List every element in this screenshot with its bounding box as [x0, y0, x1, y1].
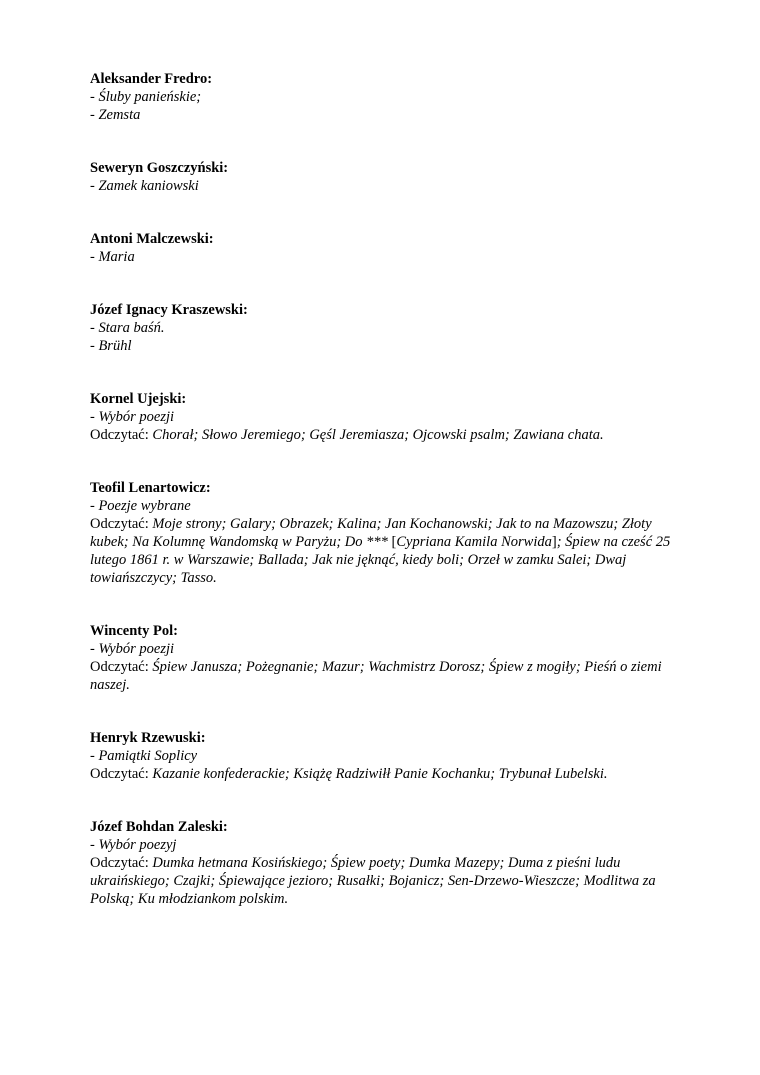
- reading-titles: Kazanie konfederackie; Książę Radziwiłł Panie Kochanku; Trybunał Lubelski.: [148, 766, 608, 782]
- reading-titles: Śpiew Janusza; Pożegnanie; Mazur; Wachmistrz Dorosz; Śpiew z mogiły; Pieśń o ziemi naszej.: [90, 659, 662, 693]
- author-entry: [90, 479, 680, 587]
- author-entry: [90, 390, 680, 444]
- reading-list-line: [90, 854, 680, 908]
- reading-bracket-close: ]: [551, 534, 557, 550]
- author-name: Aleksander Fredro:: [90, 71, 213, 87]
- author-name: Teofil Lenartowicz:: [90, 480, 211, 496]
- work-title: - Poezje wybrane: [90, 498, 191, 514]
- author-name: Kornel Ujejski:: [90, 391, 187, 407]
- reading-titles: Moje strony; Galary; Obrazek; Kalina; Jan Kochanowski; Jak to na Mazowszu; Złoty kubek; Na Kolumnę Wandomską w Paryżu; Do ***: [90, 516, 652, 550]
- work-title: - Maria: [90, 249, 135, 265]
- reading-bracket-open: [: [391, 534, 397, 550]
- author-name: Henryk Rzewuski:: [90, 730, 206, 746]
- work-title: - Zamek kaniowski: [90, 178, 199, 194]
- author-name: Antoni Malczewski:: [90, 231, 214, 247]
- author-entry: [90, 622, 680, 694]
- reading-list: [90, 70, 680, 943]
- work-title: - Wybór poezyj: [90, 837, 177, 853]
- reading-titles-continued: ; Śpiew na cześć 25 lutego 1861 r. w Warszawie; Ballada; Jak nie jęknąć, kiedy boli; Orzeł w zamku Salei; Dwaj towiańszczycy; Tasso.: [90, 534, 671, 586]
- reading-titles: Chorał; Słowo Jeremiego; Gęśl Jeremiasza; Ojcowski psalm; Zawiana chata.: [148, 427, 604, 443]
- reading-label: Odczytać:: [90, 659, 149, 675]
- author-name: Józef Bohdan Zaleski:: [90, 819, 228, 835]
- work-title: - Wybór poezji: [90, 641, 175, 657]
- reading-label: Odczytać:: [90, 855, 149, 871]
- work-title: - Wybór poezji: [90, 409, 175, 425]
- author-entry: [90, 159, 680, 195]
- work-title: - Brühl: [90, 338, 132, 354]
- author-name: Józef Ignacy Kraszewski:: [90, 302, 248, 318]
- author-entry: [90, 729, 680, 783]
- author-name: Wincenty Pol:: [90, 623, 178, 639]
- author-entry: [90, 301, 680, 355]
- reading-list-line: [90, 515, 680, 587]
- reading-label: Odczytać:: [90, 516, 149, 532]
- work-title: - Pamiątki Soplicy: [90, 748, 198, 764]
- reading-titles: Dumka hetmana Kosińskiego; Śpiew poety; Dumka Mazepy; Duma z pieśni ludu ukraińskiego; Czajki; Śpiewające jezioro; Rusałki; Bojanicz; Sen-Drzewo-Wieszcze; Modlitwa za Polską; Ku młodziankom polskim.: [90, 855, 656, 907]
- work-title: - Śluby panieńskie;: [90, 89, 202, 105]
- reading-list-line: [90, 765, 680, 783]
- author-entry: [90, 230, 680, 266]
- work-title: - Zemsta: [90, 107, 141, 123]
- reading-list-line: [90, 658, 680, 694]
- author-entry: [90, 818, 680, 908]
- author-name: Seweryn Goszczyński:: [90, 160, 229, 176]
- work-title: - Stara baśń.: [90, 320, 165, 336]
- reading-dedication: Cypriana Kamila Norwida: [396, 534, 552, 550]
- author-entry: [90, 70, 680, 124]
- reading-label: Odczytać:: [90, 427, 149, 443]
- reading-list-line: [90, 426, 680, 444]
- reading-label: Odczytać:: [90, 766, 149, 782]
